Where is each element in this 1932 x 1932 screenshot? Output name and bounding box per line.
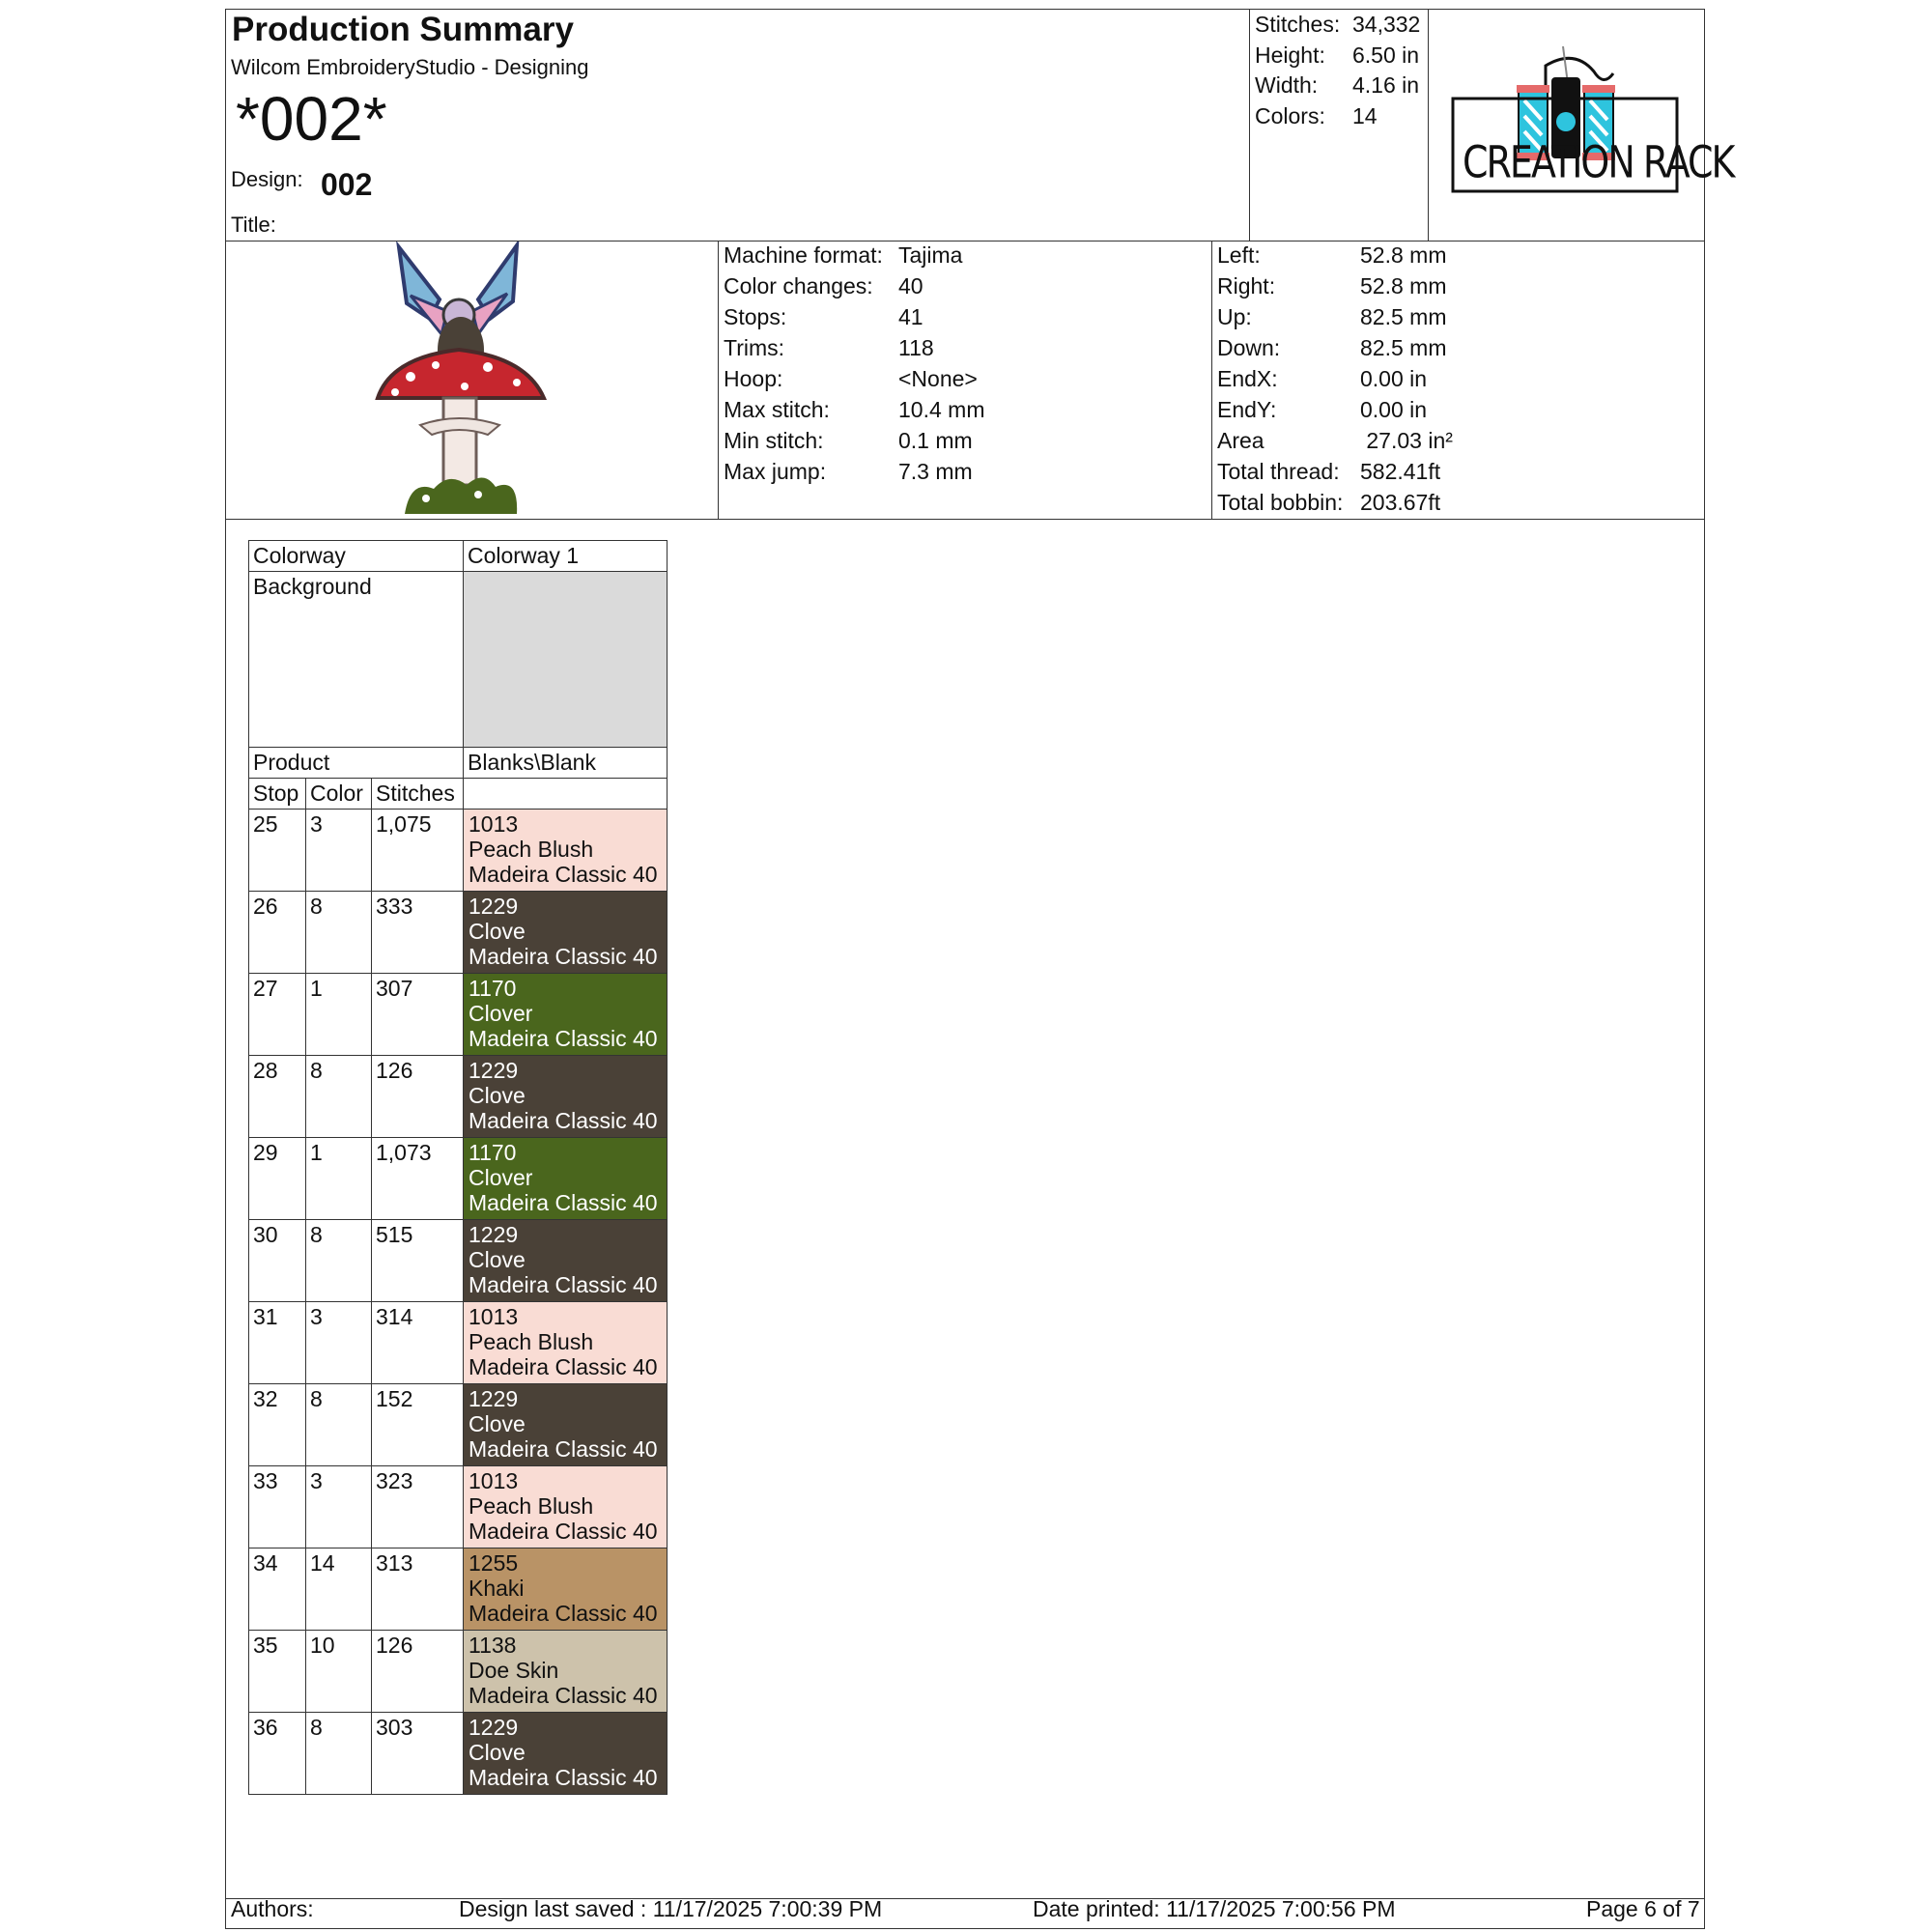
cell-stop: 36	[253, 1715, 278, 1740]
col-header-stitches: Stitches	[376, 781, 455, 806]
table-row	[249, 1466, 668, 1548]
cell-color: 8	[310, 1058, 323, 1083]
thread-brand: Madeira Classic 40	[469, 1272, 658, 1297]
thread-name: Clover	[469, 1165, 533, 1190]
image-divider	[718, 241, 719, 519]
table-row	[249, 1138, 668, 1220]
thread-name: Khaki	[469, 1576, 525, 1601]
cell-stop: 29	[253, 1140, 278, 1165]
page-title: Production Summary	[232, 11, 574, 48]
extent-stat-label: Left:	[1217, 242, 1261, 268]
design-value: 002	[321, 167, 373, 202]
thread-code: 1229	[469, 1058, 519, 1083]
cell-color: 3	[310, 811, 323, 837]
thread-name: Clove	[469, 1411, 526, 1436]
thread-swatch	[464, 1302, 668, 1384]
extent-stat-label: EndY:	[1217, 397, 1277, 422]
cell-stitches: 314	[376, 1304, 413, 1329]
cell-stitches: 1,073	[376, 1140, 432, 1165]
machine-stat-label: Hoop:	[724, 366, 783, 391]
thread-brand: Madeira Classic 40	[469, 1108, 658, 1133]
table-row	[249, 1548, 668, 1631]
machine-divider	[1211, 241, 1212, 519]
thread-brand: Madeira Classic 40	[469, 1519, 658, 1544]
thread-name: Clove	[469, 1740, 526, 1765]
fairy-mushroom-icon	[372, 242, 575, 517]
thread-brand: Madeira Classic 40	[469, 1765, 658, 1790]
app-name: Wilcom EmbroideryStudio - Designing	[231, 55, 589, 79]
thread-code: 1013	[469, 1468, 519, 1493]
logo-divider	[1428, 9, 1429, 241]
cell-stop: 32	[253, 1386, 278, 1411]
extent-stat-label: Total bobbin:	[1217, 490, 1344, 515]
stat-value: 6.50 in	[1352, 43, 1420, 68]
cell-stop: 28	[253, 1058, 278, 1083]
cell-stitches: 323	[376, 1468, 413, 1493]
table-row	[249, 1302, 668, 1384]
thread-name: Clover	[469, 1001, 533, 1026]
cell-stitches: 515	[376, 1222, 413, 1247]
extent-stat-label: EndX:	[1217, 366, 1278, 391]
extent-stat-label: Right:	[1217, 273, 1276, 298]
extent-stat-label: Area	[1217, 428, 1264, 453]
cell-color: 3	[310, 1468, 323, 1493]
cell-color: 8	[310, 1386, 323, 1411]
cell-stop: 27	[253, 976, 278, 1001]
extent-stat-label: Up:	[1217, 304, 1252, 329]
thread-name: Clove	[469, 919, 526, 944]
thread-swatch	[464, 1713, 668, 1795]
cell-stop: 25	[253, 811, 278, 837]
thread-swatch	[464, 892, 668, 974]
footer-date-printed: Date printed: 11/17/2025 7:00:56 PM	[1033, 1896, 1396, 1921]
cell-color: 1	[310, 1140, 323, 1165]
background-swatch	[464, 572, 668, 748]
table-row	[249, 810, 668, 892]
cell-stop: 34	[253, 1550, 278, 1576]
machine-stat-label: Color changes:	[724, 273, 873, 298]
footer-divider	[225, 1898, 1705, 1899]
design-preview-image	[372, 242, 575, 517]
cell-color: 8	[310, 894, 323, 919]
stat-value: 34,332	[1352, 12, 1421, 37]
product-label: Product	[253, 750, 330, 775]
thread-code: 1229	[469, 894, 519, 919]
thread-code: 1255	[469, 1550, 519, 1576]
thread-swatch	[464, 974, 668, 1056]
thread-code: 1138	[469, 1633, 517, 1658]
thread-brand: Madeira Classic 40	[469, 1601, 658, 1626]
extent-stat-value: 203.67ft	[1360, 490, 1441, 515]
thread-swatch	[464, 1056, 668, 1138]
cell-stitches: 126	[376, 1058, 413, 1083]
thread-swatch	[464, 1384, 668, 1466]
extent-stat-label: Total thread:	[1217, 459, 1340, 484]
thread-brand: Madeira Classic 40	[469, 1190, 658, 1215]
thread-name: Clove	[469, 1247, 526, 1272]
cell-stitches: 303	[376, 1715, 413, 1740]
table-row	[249, 974, 668, 1056]
machine-stat-label: Machine format:	[724, 242, 883, 268]
table-row	[249, 892, 668, 974]
thread-brand: Madeira Classic 40	[469, 1436, 658, 1462]
cell-stitches: 313	[376, 1550, 413, 1576]
cell-stitches: 152	[376, 1386, 413, 1411]
machine-stat-value: 0.1 mm	[898, 428, 973, 453]
machine-stat-label: Min stitch:	[724, 428, 824, 453]
machine-stat-value: 7.3 mm	[898, 459, 973, 484]
creation-rack-logo	[1449, 39, 1734, 203]
product-value: Blanks\Blank	[468, 750, 596, 775]
table-row	[249, 1220, 668, 1302]
thread-brand: Madeira Classic 40	[469, 862, 658, 887]
thread-name: Peach Blush	[469, 1329, 594, 1354]
cell-color: 8	[310, 1715, 323, 1740]
stat-label: Width:	[1255, 72, 1319, 98]
thread-name: Peach Blush	[469, 1493, 594, 1519]
cell-stitches: 333	[376, 894, 413, 919]
cell-color: 10	[310, 1633, 335, 1658]
thread-code: 1013	[469, 1304, 519, 1329]
extent-stat-value: 52.8 mm	[1360, 242, 1447, 268]
extent-stat-value: 82.5 mm	[1360, 304, 1447, 329]
thread-swatch	[464, 1466, 668, 1548]
stat-label: Colors:	[1255, 103, 1325, 128]
thread-brand: Madeira Classic 40	[469, 944, 658, 969]
thread-brand: Madeira Classic 40	[469, 1354, 658, 1379]
thread-swatch	[464, 1138, 668, 1220]
cell-stop: 30	[253, 1222, 278, 1247]
cell-color: 3	[310, 1304, 323, 1329]
thread-brand: Madeira Classic 40	[469, 1026, 658, 1051]
logo-text: CREATION RACK	[1463, 136, 1734, 188]
footer-page-number: Page 6 of 7	[1586, 1896, 1700, 1921]
colorway-label: Colorway	[253, 543, 346, 568]
cell-stop: 35	[253, 1633, 278, 1658]
background-label: Background	[253, 574, 372, 599]
thread-code: 1229	[469, 1715, 519, 1740]
machine-stat-value: Tajima	[898, 242, 963, 268]
thread-swatch	[464, 1631, 668, 1713]
stat-value: 4.16 in	[1352, 72, 1420, 98]
extent-stat-label: Down:	[1217, 335, 1281, 360]
table-row	[249, 1631, 668, 1713]
cell-stop: 31	[253, 1304, 278, 1329]
col-header-color: Color	[310, 781, 363, 806]
machine-stat-value: 118	[898, 335, 934, 360]
thread-code: 1170	[469, 1140, 517, 1165]
cell-stitches: 1,075	[376, 811, 432, 837]
cell-stop: 33	[253, 1468, 278, 1493]
extent-stat-value: 52.8 mm	[1360, 273, 1447, 298]
machine-stat-value: 41	[898, 304, 923, 329]
footer-authors: Authors:	[231, 1896, 314, 1921]
info-divider	[225, 519, 1705, 520]
machine-stat-value: 40	[898, 273, 923, 298]
extent-stat-value: 27.03 in²	[1360, 428, 1453, 453]
machine-stat-label: Max stitch:	[724, 397, 830, 422]
thread-name: Doe Skin	[469, 1658, 559, 1683]
thread-brand: Madeira Classic 40	[469, 1683, 658, 1708]
design-big-name: *002*	[236, 84, 387, 154]
stat-label: Height:	[1255, 43, 1325, 68]
thread-swatch	[464, 1220, 668, 1302]
table-row	[249, 1384, 668, 1466]
machine-stat-label: Trims:	[724, 335, 785, 360]
stats-divider	[1249, 9, 1250, 241]
extent-stat-value: 582.41ft	[1360, 459, 1441, 484]
thread-swatch	[464, 810, 668, 892]
cell-stitches: 307	[376, 976, 413, 1001]
thread-name: Peach Blush	[469, 837, 594, 862]
extent-stat-value: 82.5 mm	[1360, 335, 1447, 360]
cell-color: 8	[310, 1222, 323, 1247]
cell-color: 1	[310, 976, 323, 1001]
extent-stat-value: 0.00 in	[1360, 366, 1428, 391]
thread-code: 1229	[469, 1386, 519, 1411]
machine-stat-label: Max jump:	[724, 459, 827, 484]
cell-stitches: 126	[376, 1633, 413, 1658]
table-row	[249, 1056, 668, 1138]
footer-last-saved: Design last saved : 11/17/2025 7:00:39 PM	[459, 1896, 883, 1921]
design-label: Design:	[231, 167, 303, 191]
machine-stat-label: Stops:	[724, 304, 787, 329]
colorway-table	[248, 540, 668, 1795]
col-header-stop: Stop	[253, 781, 299, 806]
machine-stat-value: 10.4 mm	[898, 397, 985, 422]
stat-label: Stitches:	[1255, 12, 1341, 37]
cell-stop: 26	[253, 894, 278, 919]
title-label: Title:	[231, 213, 276, 237]
thread-code: 1013	[469, 811, 519, 837]
cell-color: 14	[310, 1550, 335, 1576]
thread-name: Clove	[469, 1083, 526, 1108]
table-row	[249, 1713, 668, 1795]
thread-swatch	[464, 1548, 668, 1631]
thread-code: 1229	[469, 1222, 519, 1247]
colorway-value: Colorway 1	[468, 543, 580, 568]
machine-stat-value: <None>	[898, 366, 978, 391]
thread-code: 1170	[469, 976, 517, 1001]
stat-value: 14	[1352, 103, 1378, 128]
extent-stat-value: 0.00 in	[1360, 397, 1428, 422]
